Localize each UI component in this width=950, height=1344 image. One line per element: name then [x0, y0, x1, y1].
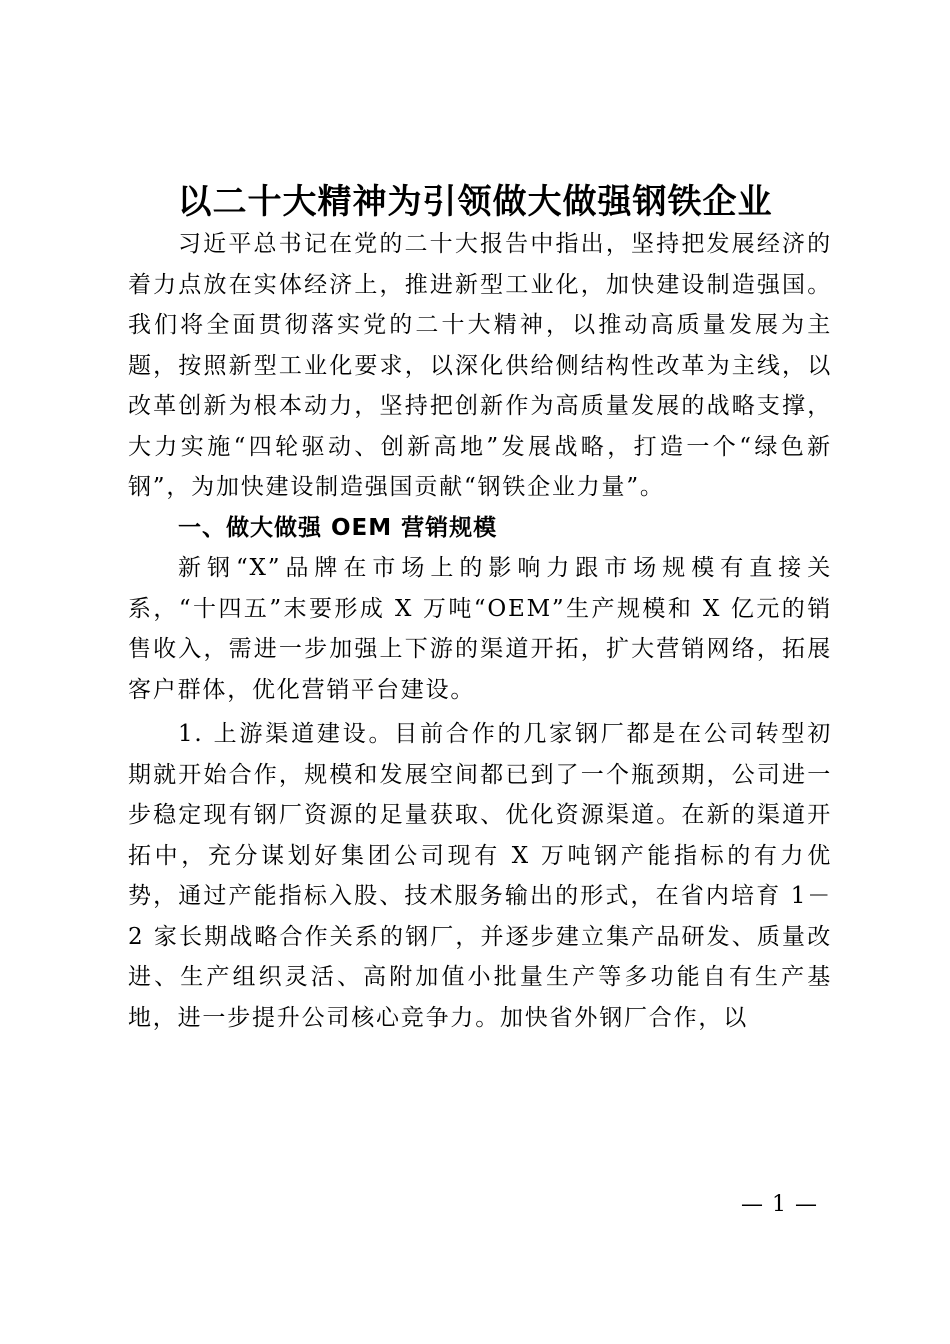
page-number: — 1 —	[741, 1192, 818, 1217]
document-title: 以二十大精神为引领做大做强钢铁企业	[177, 182, 773, 222]
intro-paragraph: 习近平总书记在党的二十大报告中指出，坚持把发展经济的着力点放在实体经济上，推进新型工业化，加快建设制造强国。我们将全面贯彻落实党的二十大精神，以推动高质量发展为主题，按照新型工业化要求，以深化供给侧结构性改革为主线，以改革创新为根本动力，坚持把创新作为高质量发展的战略支撑，大力实施“四轮驱动、创新高地”发展战略，打造一个“绿色新钢”，为加快建设制造强国贡献“钢铁企业力量”。	[128, 231, 832, 500]
document-body	[128, 224, 832, 1038]
section-1-intro-paragraph: 新钢“X”品牌在市场上的影响力跟市场规模有直接关系，“十四五”末要形成 X 万吨“OEM”生产规模和 X 亿元的销售收入，需进一步加强上下游的渠道开拓，扩大营销网络，拓展客户群体，优化营销平台建设。	[128, 555, 832, 703]
section-1-item-1-paragraph: 1. 上游渠道建设。目前合作的几家钢厂都是在公司转型初期就开始合作，规模和发展空间都已到了一个瓶颈期，公司进一步稳定现有钢厂资源的足量获取、优化资源渠道。在新的渠道开拓中，充分谋划好集团公司现有 X 万吨钢产能指标的有力优势，通过产能指标入股、技术服务输出的形式，在省内培育 1－2 家长期战略合作关系的钢厂，并逐步建立集产品研发、质量改进、生产组织灵活、高附加值小批量生产等多功能自有生产基地，进一步提升公司核心竞争力。加快省外钢厂合作，以	[128, 721, 832, 1031]
section-heading-1: 一、做大做强 OEM 营销规模	[178, 514, 498, 541]
